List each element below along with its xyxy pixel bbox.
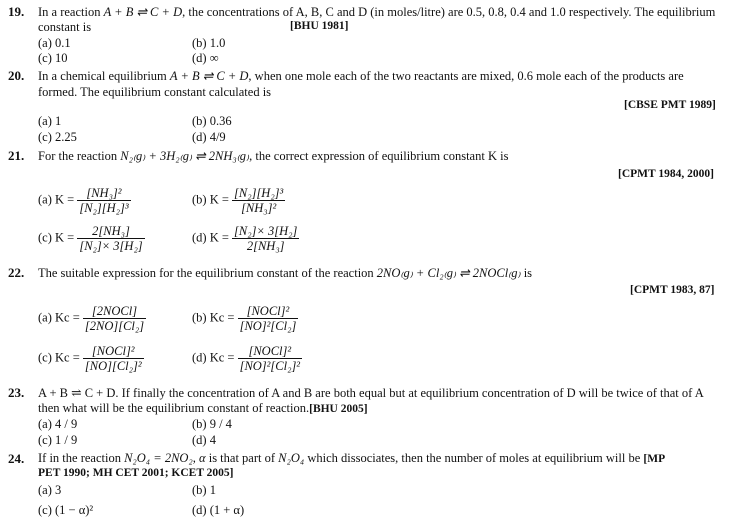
option-a: (a) 4 / 9 — [38, 417, 78, 431]
question-text-line: formed. The equilibrium constant calculated is — [38, 85, 272, 99]
fraction — [77, 224, 144, 253]
option-c: (c) 1 / 9 — [38, 433, 78, 447]
option-b: (b) 1 — [192, 483, 216, 497]
option-label: (a) K = — [38, 192, 75, 207]
option-c: (c) (1 − α)² — [38, 503, 94, 517]
option-label: (d) Kc = — [192, 350, 235, 365]
question-text-part: If in the reaction — [38, 451, 121, 465]
fraction — [77, 186, 130, 215]
numerator: [N₂][H₂]³ — [234, 186, 284, 200]
question-text-part: In a chemical equilibrium — [38, 69, 167, 83]
question-number: 23. — [8, 385, 25, 400]
question-text-part: is — [523, 266, 533, 280]
option-a — [38, 186, 131, 215]
numerator: [NOCl]² — [83, 344, 144, 359]
option-label: (c) Kc = — [38, 350, 80, 365]
source-citation: [MP — [643, 453, 666, 465]
fraction — [232, 186, 285, 215]
question-text-part: which dissociates, then the number of moles at equilibrium will be — [307, 451, 641, 465]
option-a: (a) 0.1 — [38, 36, 71, 50]
fraction — [238, 344, 302, 373]
option-d: (d) 4 — [192, 433, 216, 447]
question-text-part: For the reaction — [38, 149, 118, 163]
fraction — [238, 304, 299, 333]
source-citation: [CPMT 1984, 2000] — [618, 168, 714, 180]
option-b — [192, 304, 298, 333]
numerator: 2[NH₃] — [77, 224, 144, 239]
option-b: (b) 0.36 — [192, 114, 232, 128]
chemical-formula: N₂O₄ — [278, 451, 305, 465]
question-text — [38, 148, 508, 164]
option-c: (c) 10 — [38, 51, 68, 65]
question-text-part: then what will be the equilibrium constant of reaction. — [38, 401, 310, 415]
denominator: 2[NH₃] — [246, 239, 285, 253]
denominator: [NO]²[Cl₂] — [239, 319, 297, 333]
question-text — [38, 451, 665, 466]
fraction — [83, 304, 146, 333]
question-text — [38, 4, 715, 20]
option-a: (a) 3 — [38, 483, 62, 497]
denominator: [N₂]× 3[H₂] — [79, 239, 143, 253]
source-citation: [BHU 2005] — [309, 403, 368, 415]
option-label: (a) Kc = — [38, 310, 80, 325]
numerator: [NOCl]² — [238, 344, 302, 359]
option-c — [38, 224, 145, 253]
fraction — [232, 224, 299, 253]
reaction-equation: A + B ⇌ C + D — [103, 5, 183, 19]
question-text-part: , the concentrations of A, B, C and D (in moles/litre) are 0.5, 0.8, 0.4 and 1.0 respectively. The equilibrium — [182, 5, 716, 19]
option-d: (d) ∞ — [192, 51, 219, 65]
numerator: [N₂]× 3[H₂] — [234, 224, 298, 238]
source-citation: [BHU 1981] — [290, 20, 349, 32]
option-label: (c) K = — [38, 230, 75, 245]
question-text — [38, 68, 684, 84]
option-b: (b) 1.0 — [192, 36, 226, 50]
option-d — [192, 224, 299, 253]
numerator: [NOCl]² — [238, 304, 299, 319]
question-text-part: , when one mole each of the two reactants are mixed, 0.6 mole each of the products are — [248, 69, 684, 83]
question-text-part: is that part of — [208, 451, 276, 465]
option-d: (d) 4/9 — [192, 130, 226, 144]
option-c: (c) 2.25 — [38, 130, 77, 144]
option-a — [38, 304, 146, 333]
option-b — [192, 186, 285, 215]
question-number: 21. — [8, 148, 25, 163]
source-citation: PET 1990; MH CET 2001; KCET 2005] — [38, 467, 234, 479]
denominator: [2NO][Cl₂] — [84, 319, 145, 333]
reaction-equation: A + B ⇌ C + D — [169, 69, 249, 83]
denominator: [NO]²[Cl₂]² — [239, 359, 301, 373]
question-text-line: constant is — [38, 20, 92, 34]
reaction-equation: N₂O₄ = 2NO₂, α — [124, 451, 206, 465]
option-label: (b) K = — [192, 192, 229, 207]
option-label: (b) Kc = — [192, 310, 235, 325]
option-a: (a) 1 — [38, 114, 62, 128]
question-number: 19. — [8, 4, 25, 19]
question-number: 22. — [8, 265, 25, 280]
question-text — [38, 265, 532, 281]
question-number: 20. — [8, 68, 25, 83]
denominator: [NO][Cl₂]² — [84, 359, 142, 373]
option-d: (d) (1 + α) — [192, 503, 245, 517]
numerator: [2NOCl] — [83, 304, 146, 319]
source-citation: [CBSE PMT 1989] — [624, 99, 716, 111]
option-b: (b) 9 / 4 — [192, 417, 232, 431]
option-c — [38, 344, 144, 373]
fraction — [83, 344, 144, 373]
question-text-line: A + B ⇌ C + D. If finally the concentration of A and B are both equal but at equilibrium concentration of D will be twice of that of A — [38, 386, 704, 400]
reaction-equation: N₂₍g₎ + 3H₂₍g₎ ⇌ 2NH₃₍g₎ — [120, 149, 250, 163]
question-text-part: The suitable expression for the equilibrium constant of the reaction — [38, 266, 374, 280]
question-text — [38, 401, 368, 416]
question-number: 24. — [8, 451, 25, 466]
option-d — [192, 344, 302, 373]
denominator: [N₂][H₂]³ — [79, 201, 129, 215]
denominator: [NH₃]² — [241, 201, 277, 215]
question-text-part: , the correct expression of equilibrium constant K is — [249, 149, 509, 163]
option-label: (d) K = — [192, 230, 229, 245]
question-text-part: In a reaction — [38, 5, 101, 19]
reaction-equation: 2NO₍g₎ + Cl₂₍g₎ ⇌ 2NOCl₍g₎ — [376, 266, 521, 280]
source-citation: [CPMT 1983, 87] — [630, 284, 715, 296]
numerator: [NH₃]² — [77, 186, 130, 201]
